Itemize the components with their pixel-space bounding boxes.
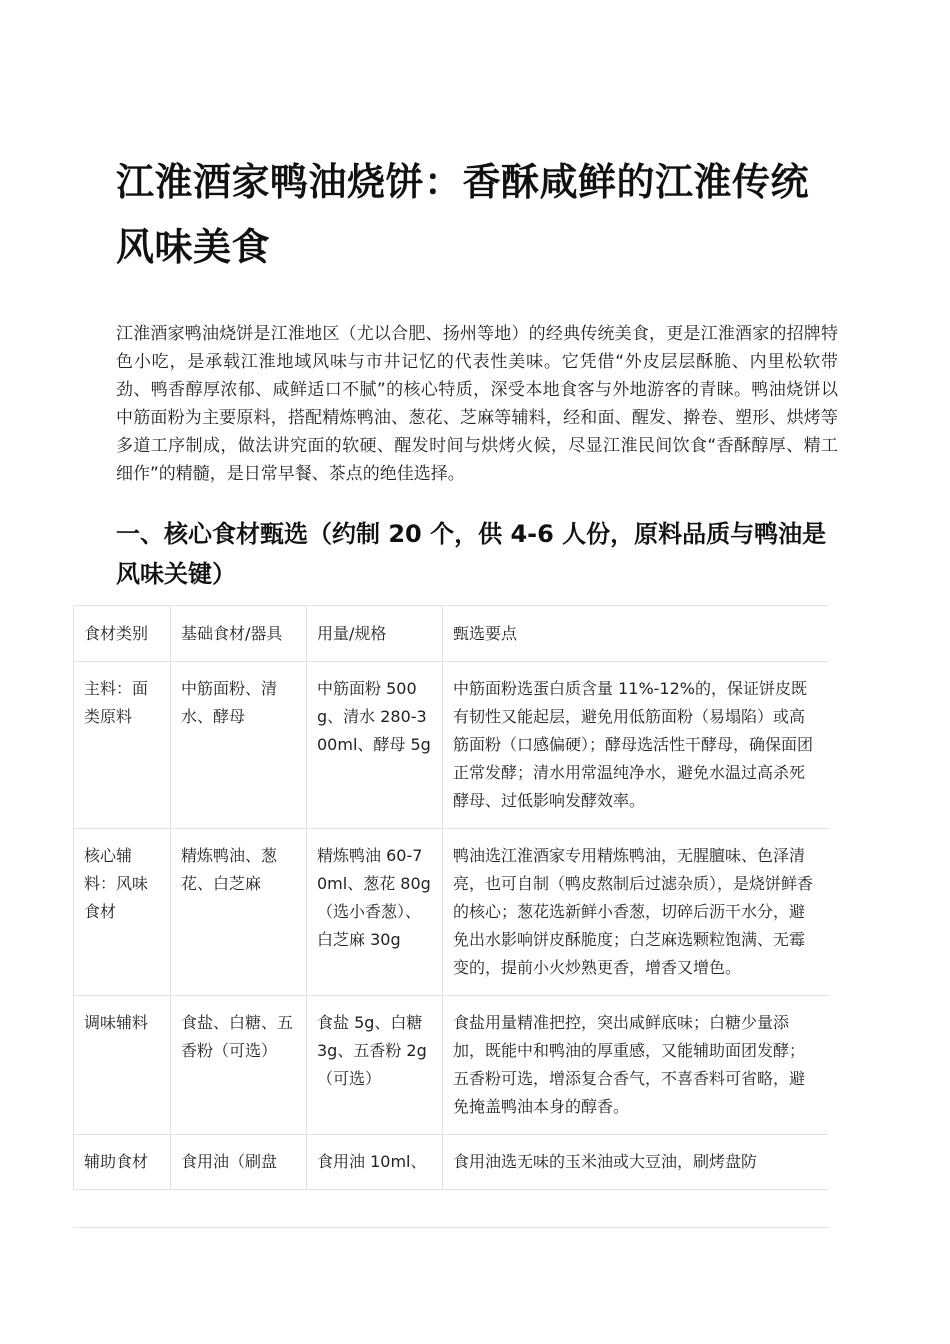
cell-notes: 中筋面粉选蛋白质含量 11%-12%的，保证饼皮既有韧性又能起层，避免用低筋面粉（易塌陷）或高筋面粉（口感偏硬）；酵母选活性干酵母，确保面团正常发酵；清水用常温纯净水，避免水温过高杀死酵母、过低影响发酵效率。: [443, 662, 829, 829]
cell-amount: 食盐 5g、白糖 3g、五香粉 2g（可选）: [307, 996, 443, 1135]
page-title: 江淮酒家鸭油烧饼：香酥咸鲜的江淮传统风味美食: [116, 160, 810, 269]
cell-category: 核心辅料：风味食材: [74, 829, 171, 996]
cell-amount: 食用油 10ml、: [307, 1135, 443, 1190]
header-category: 食材类别: [74, 606, 171, 662]
header-amount: 用量/规格: [307, 606, 443, 662]
cell-notes: 食用油选无味的玉米油或大豆油，刷烤盘防: [443, 1135, 829, 1190]
ingredients-table: [73, 605, 828, 1190]
table-row: [74, 662, 829, 829]
table-header-row: [74, 606, 829, 662]
cell-ingredients: 中筋面粉、清水、酵母: [171, 662, 307, 829]
cell-notes: 食盐用量精准把控，突出咸鲜底味；白糖少量添加，既能中和鸭油的厚重感，又能辅助面团发酵；五香粉可选，增添复合香气，不喜香料可省略，避免掩盖鸭油本身的醇香。: [443, 996, 829, 1135]
table-row: [74, 829, 829, 996]
cell-category: 辅助食材: [74, 1135, 171, 1190]
cell-category: 主料：面类原料: [74, 662, 171, 829]
table-row: [74, 1135, 829, 1190]
cell-amount: 中筋面粉 500g、清水 280-300ml、酵母 5g: [307, 662, 443, 829]
cell-category: 调味辅料: [74, 996, 171, 1135]
ingredients-table-container: [73, 605, 828, 1228]
header-notes: 甄选要点: [443, 606, 829, 662]
header-ingredients: 基础食材/器具: [171, 606, 307, 662]
table-row: [74, 996, 829, 1135]
cell-ingredients: 精炼鸭油、葱花、白芝麻: [171, 829, 307, 996]
cell-ingredients: 食用油（刷盘: [171, 1135, 307, 1190]
intro-paragraph: 江淮酒家鸭油烧饼是江淮地区（尤以合肥、扬州等地）的经典传统美食，更是江淮酒家的招牌特色小吃，是承载江淮地域风味与市井记忆的代表性美味。它凭借“外皮层层酥脆、内里松软带劲、鸭香醇厚浓郁、咸鲜适口不腻”的核心特质，深受本地食客与外地游客的青睐。鸭油烧饼以中筋面粉为主要原料，搭配精炼鸭油、葱花、芝麻等辅料，经和面、醒发、擀卷、塑形、烘烤等多道工序制成，做法讲究面的软硬、醒发时间与烘烤火候，尽显江淮民间饮食“香酥醇厚、精工细作”的精髓，是日常早餐、茶点的绝佳选择。: [116, 324, 838, 484]
section-heading-ingredients: 一、核心食材甄选（约制 20 个，供 4-6 人份，原料品质与鸭油是风味关键）: [116, 520, 827, 588]
cell-ingredients: 食盐、白糖、五香粉（可选）: [171, 996, 307, 1135]
cell-amount: 精炼鸭油 60-70ml、葱花 80g（选小香葱）、白芝麻 30g: [307, 829, 443, 996]
cell-notes: 鸭油选江淮酒家专用精炼鸭油，无腥膻味、色泽清亮，也可自制（鸭皮熬制后过滤杂质），是烧饼鲜香的核心；葱花选新鲜小香葱，切碎后沥干水分，避免出水影响饼皮酥脆度；白芝麻选颗粒饱满、无霉变的，提前小火炒熟更香，增香又增色。: [443, 829, 829, 996]
